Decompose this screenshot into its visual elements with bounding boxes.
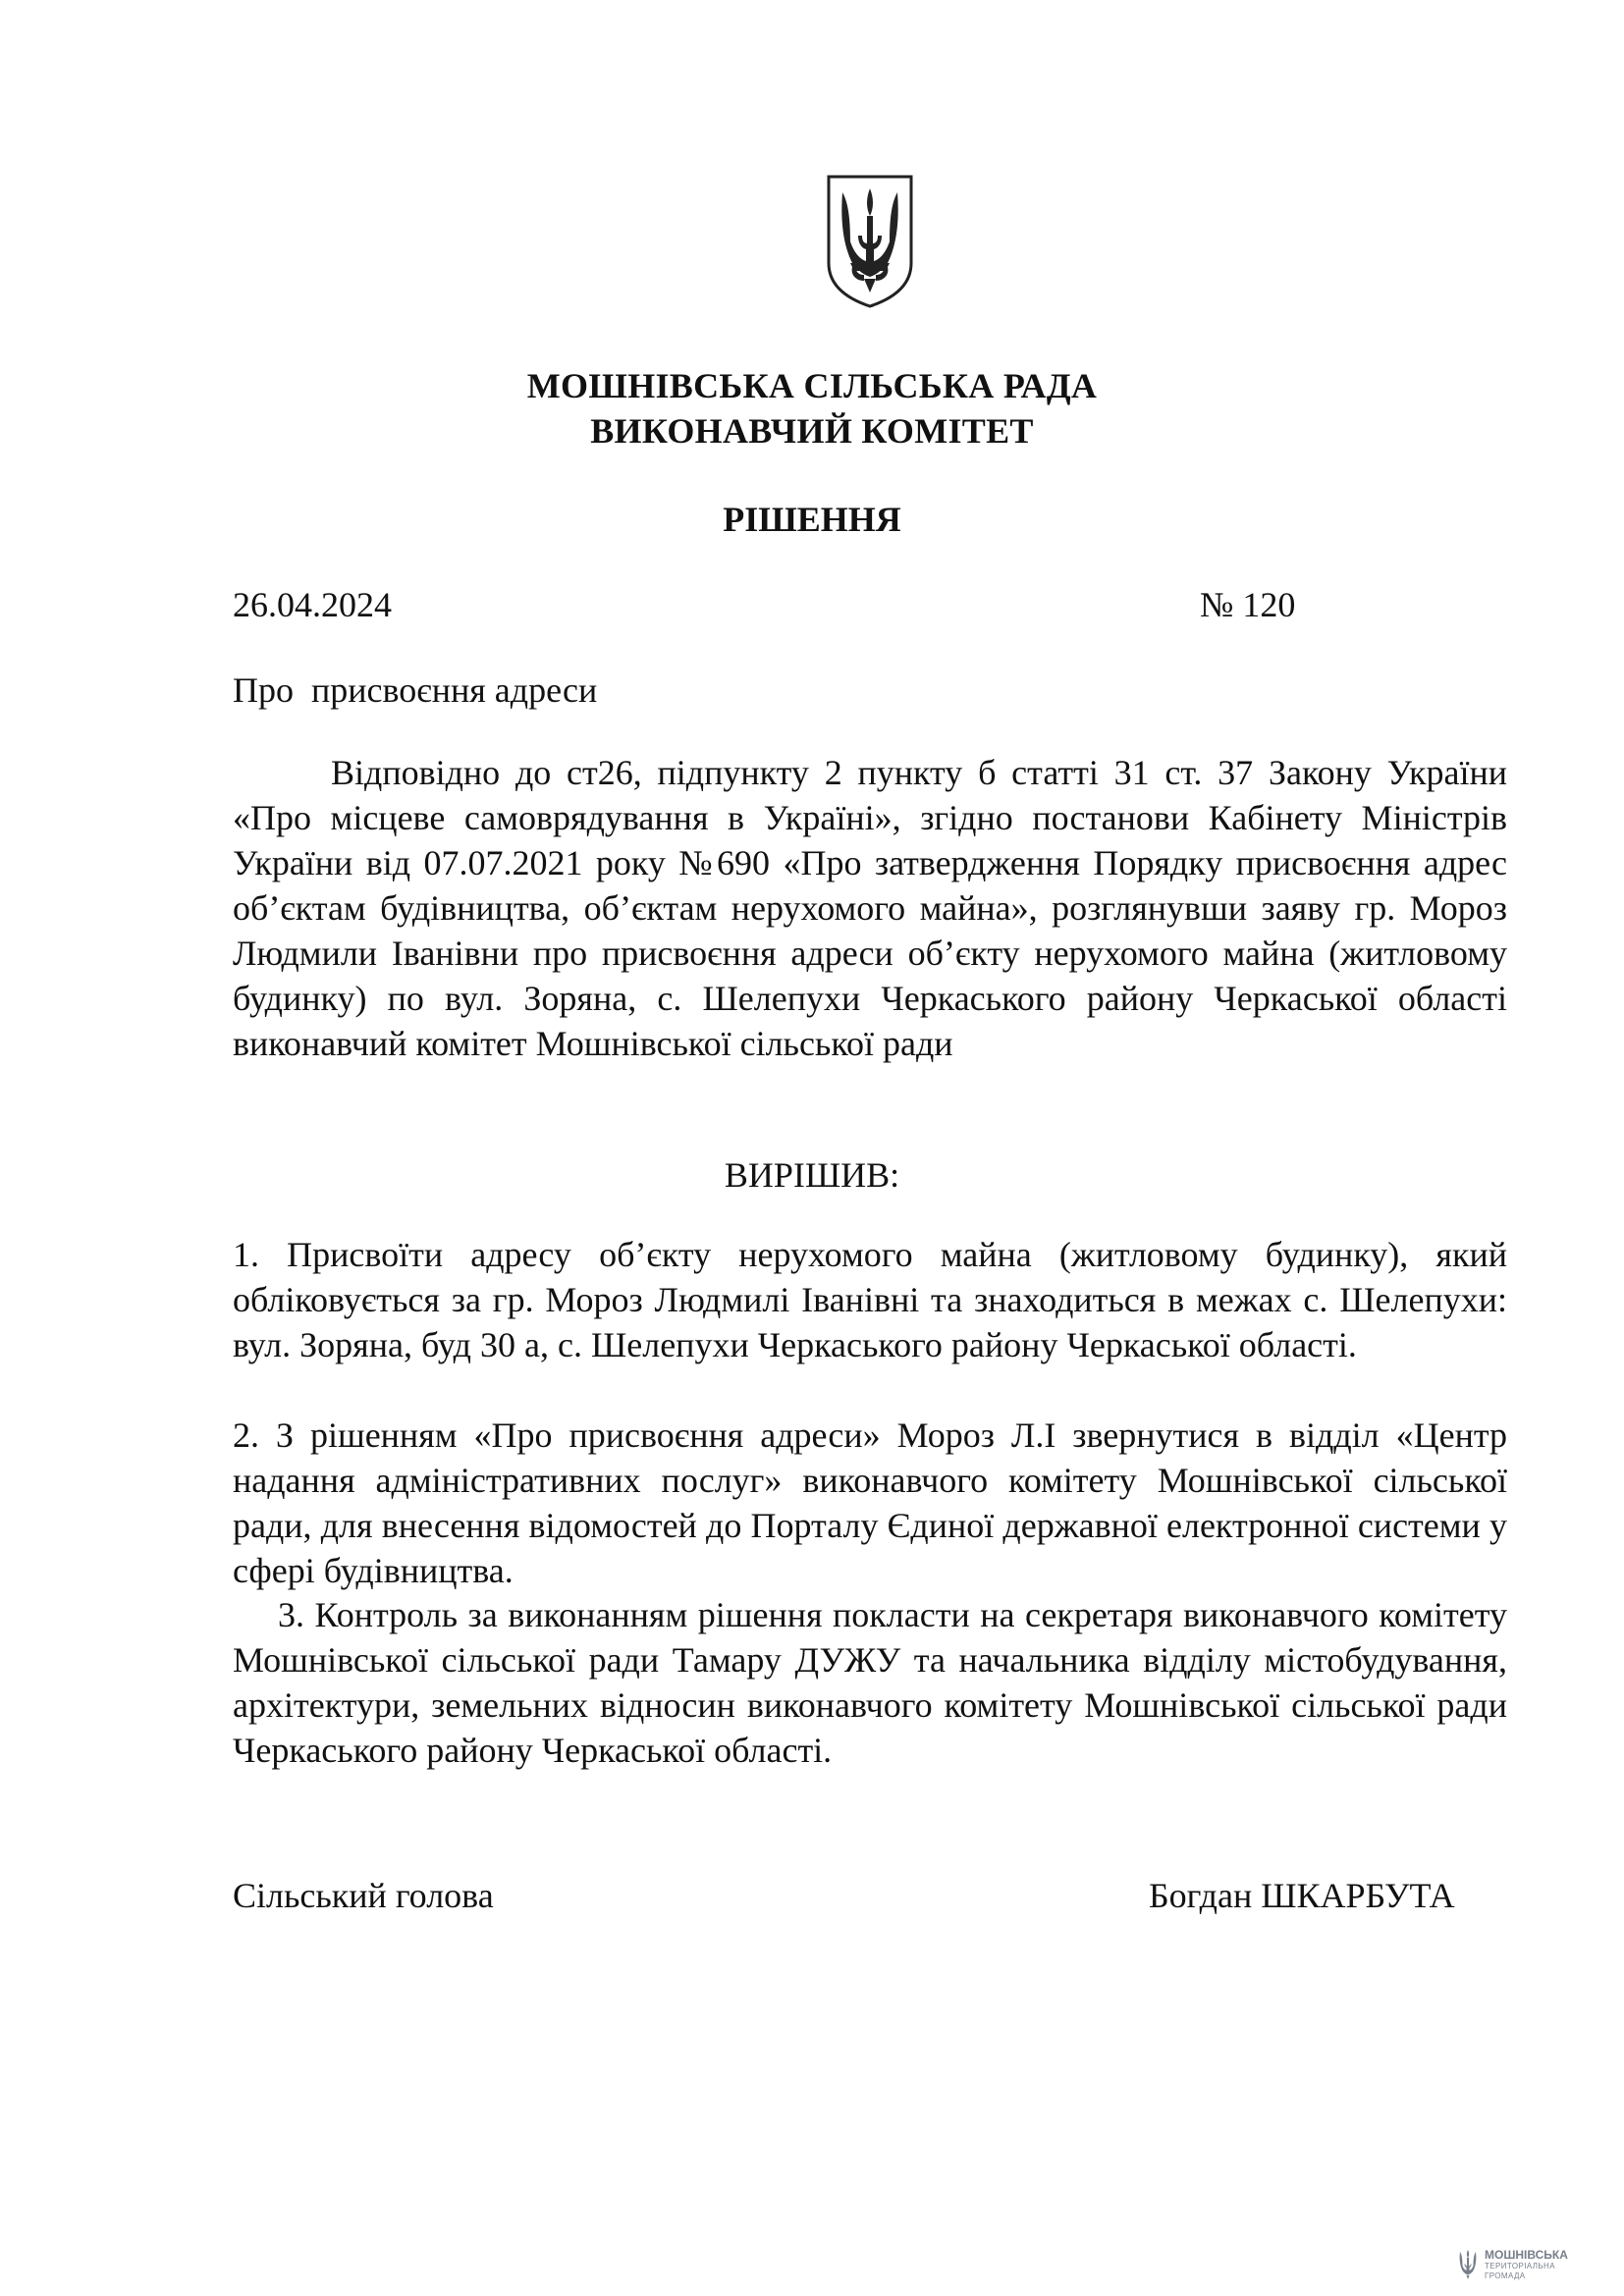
coat-of-arms-icon bbox=[821, 173, 919, 310]
document-type: РІШЕННЯ bbox=[723, 500, 901, 539]
signatory-name: Богдан ШКАРБУТА bbox=[1149, 1876, 1455, 1915]
decision-item-1: 1. Присвоїти адресу об’єкту нерухомого майна (житловому будинку), який обліковується за гр. Мороз Людмилі Іванівні та знаходиться в межах с. Шелепухи: вул. Зоряна, буд 30 а, с. Шелепухи Черкаського району Черкаської області. bbox=[233, 1235, 1507, 1364]
decision-item-2: 2. З рішенням «Про присвоєння адреси» Мороз Л.І звернутися в відділ «Центр надання адміністративних послуг» виконавчого комітету Мошнівської сільської ради, для внесення відомостей до Порталу Єдиної державної електронної системи у сфері будівництва. bbox=[233, 1415, 1507, 1590]
decision-heading: ВИРІШИВ: bbox=[724, 1155, 900, 1195]
community-watermark bbox=[1457, 2243, 1568, 2286]
document-subject: Про присвоєння адреси bbox=[233, 670, 598, 710]
preamble-paragraph: Відповідно до ст26, підпункту 2 пункту б статті 31 ст. 37 Закону України «Про місцеве самоврядування в Україні», згідно постанови Кабінету Міністрів України від 07.07.2021 року №690 «Про затвердження Порядку присвоєння адрес об’єктам будівництва, об’єктам нерухомого майна», розглянувши заяву гр. Мороз Людмили Іванівни про присвоєння адреси об’єкту нерухомого майна (житловому будинку) по вул. Зоряна, с. Шелепухи Черкаського району Черкаської області виконавчий комітет Мошнівської сільської ради bbox=[233, 753, 1507, 1063]
watermark-text bbox=[1485, 2249, 1568, 2281]
decision-item-3: 3. Контроль за виконанням рішення покласти на секретаря виконавчого комітету Мошнівської сільської ради Тамару ДУЖУ та начальника відділу містобудування, архітектури, земельних відносин виконавчого комітету Мошнівської сільської ради Черкаського району Черкаської області. bbox=[233, 1595, 1507, 1770]
watermark-line-2: ТЕРИТОРІАЛЬНА bbox=[1485, 2261, 1555, 2270]
watermark-line-3: ГРОМАДА bbox=[1485, 2270, 1526, 2280]
document-date: 26.04.2024 bbox=[233, 585, 392, 624]
trident-icon bbox=[1457, 2248, 1479, 2281]
document-number: № 120 bbox=[1200, 585, 1296, 624]
watermark-line-1: МОШНІВСЬКА bbox=[1485, 2247, 1568, 2262]
organization-subdivision: ВИКОНАВЧИЙ КОМІТЕТ bbox=[590, 411, 1034, 451]
organization-name: МОШНІВСЬКА СІЛЬСЬКА РАДА bbox=[526, 366, 1098, 405]
signatory-title: Сільський голова bbox=[233, 1876, 494, 1915]
